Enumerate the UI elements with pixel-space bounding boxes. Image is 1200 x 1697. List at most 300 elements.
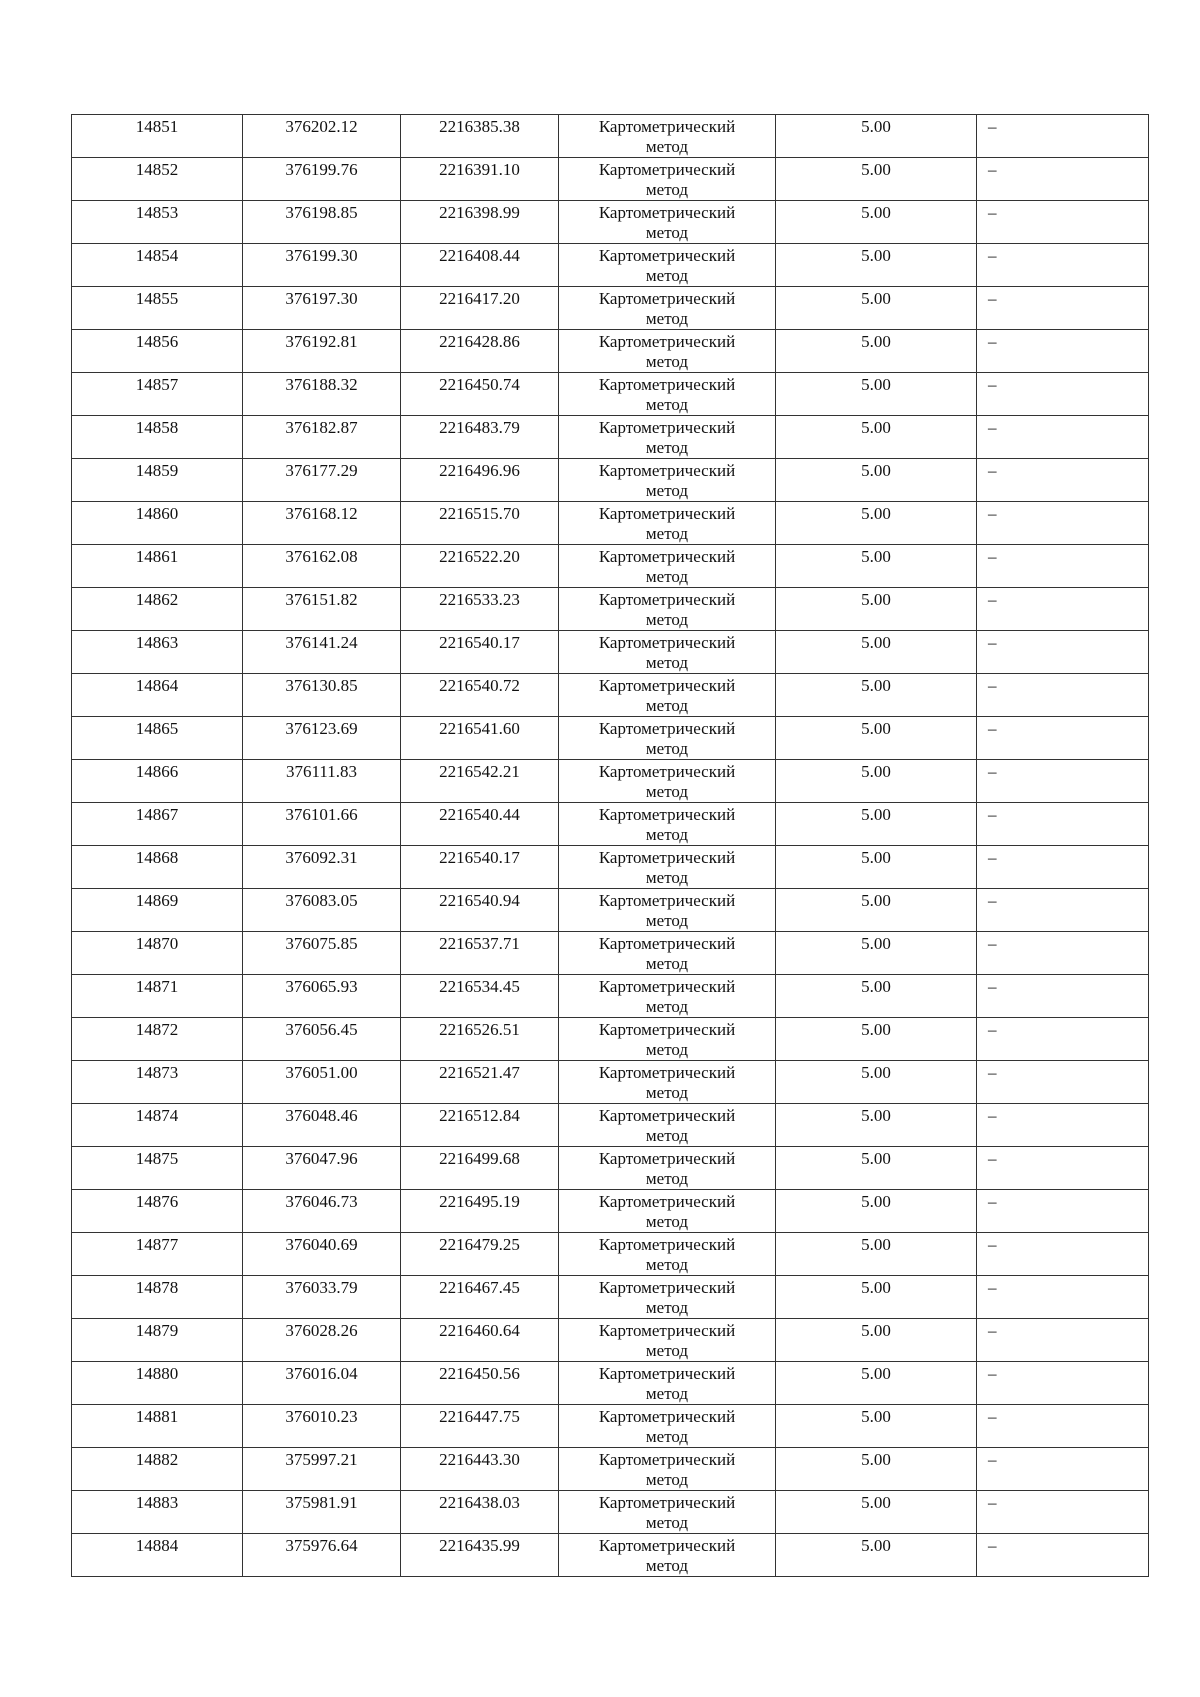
- coordinate-x-cell: 376065.93: [243, 975, 401, 1018]
- note-cell: –: [977, 846, 1149, 889]
- point-number-cell: 14883: [72, 1491, 243, 1534]
- point-number-cell: 14853: [72, 201, 243, 244]
- method-cell: [559, 1233, 776, 1276]
- method-line-1: Картометрический: [598, 762, 736, 781]
- method-line-1: Картометрический: [598, 375, 736, 394]
- method-line-2: метод: [645, 223, 689, 242]
- method-line-2: метод: [645, 137, 689, 156]
- method-cell: [559, 287, 776, 330]
- precision-cell: 5.00: [776, 1104, 977, 1147]
- method-line-2: метод: [645, 1126, 689, 1145]
- point-number-cell: 14870: [72, 932, 243, 975]
- note-cell: –: [977, 287, 1149, 330]
- coordinate-x-cell: 376197.30: [243, 287, 401, 330]
- method-cell: [559, 545, 776, 588]
- point-number-cell: 14857: [72, 373, 243, 416]
- point-number-cell: 14878: [72, 1276, 243, 1319]
- table-row: [72, 244, 1149, 287]
- method-line-2: метод: [645, 180, 689, 199]
- method-line-1: Картометрический: [598, 1020, 736, 1039]
- precision-cell: 5.00: [776, 1061, 977, 1104]
- coordinate-x-cell: 376075.85: [243, 932, 401, 975]
- table-row: [72, 975, 1149, 1018]
- coordinate-y-cell: 2216467.45: [401, 1276, 559, 1319]
- precision-cell: 5.00: [776, 1233, 977, 1276]
- method-line-1: Картометрический: [598, 1407, 736, 1426]
- point-number-cell: 14881: [72, 1405, 243, 1448]
- coordinate-x-cell: 376202.12: [243, 115, 401, 158]
- coordinate-x-cell: 376040.69: [243, 1233, 401, 1276]
- note-cell: –: [977, 502, 1149, 545]
- coordinate-y-cell: 2216495.19: [401, 1190, 559, 1233]
- note-cell: –: [977, 1534, 1149, 1577]
- coordinate-y-cell: 2216496.96: [401, 459, 559, 502]
- method-cell: [559, 1405, 776, 1448]
- method-cell: [559, 502, 776, 545]
- precision-cell: 5.00: [776, 1448, 977, 1491]
- method-line-1: Картометрический: [598, 1063, 736, 1082]
- coordinates-table-body: [72, 115, 1149, 1577]
- method-line-1: Картометрический: [598, 160, 736, 179]
- method-line-1: Картометрический: [598, 891, 736, 910]
- table-row: [72, 158, 1149, 201]
- method-cell: [559, 846, 776, 889]
- method-line-1: Картометрический: [598, 977, 736, 996]
- point-number-cell: 14856: [72, 330, 243, 373]
- precision-cell: 5.00: [776, 1147, 977, 1190]
- point-number-cell: 14872: [72, 1018, 243, 1061]
- method-line-2: метод: [645, 954, 689, 973]
- table-row: [72, 932, 1149, 975]
- method-cell: [559, 588, 776, 631]
- table-row: [72, 889, 1149, 932]
- coordinate-y-cell: 2216499.68: [401, 1147, 559, 1190]
- point-number-cell: 14851: [72, 115, 243, 158]
- coordinate-x-cell: 376016.04: [243, 1362, 401, 1405]
- method-line-2: метод: [645, 266, 689, 285]
- coordinate-x-cell: 376047.96: [243, 1147, 401, 1190]
- precision-cell: 5.00: [776, 1491, 977, 1534]
- table-row: [72, 1319, 1149, 1362]
- method-cell: [559, 1491, 776, 1534]
- precision-cell: 5.00: [776, 287, 977, 330]
- method-line-2: метод: [645, 352, 689, 371]
- table-row: [72, 373, 1149, 416]
- point-number-cell: 14859: [72, 459, 243, 502]
- precision-cell: 5.00: [776, 631, 977, 674]
- precision-cell: 5.00: [776, 889, 977, 932]
- coordinate-x-cell: 376192.81: [243, 330, 401, 373]
- coordinate-x-cell: 376111.83: [243, 760, 401, 803]
- method-line-2: метод: [645, 524, 689, 543]
- method-cell: [559, 760, 776, 803]
- method-line-1: Картометрический: [598, 1192, 736, 1211]
- coordinate-y-cell: 2216521.47: [401, 1061, 559, 1104]
- method-cell: [559, 1448, 776, 1491]
- precision-cell: 5.00: [776, 416, 977, 459]
- coordinate-y-cell: 2216483.79: [401, 416, 559, 459]
- method-line-2: метод: [645, 1169, 689, 1188]
- point-number-cell: 14865: [72, 717, 243, 760]
- method-cell: [559, 803, 776, 846]
- coordinate-x-cell: 375976.64: [243, 1534, 401, 1577]
- table-row: [72, 1190, 1149, 1233]
- table-row: [72, 674, 1149, 717]
- coordinate-x-cell: 376199.76: [243, 158, 401, 201]
- method-line-1: Картометрический: [598, 246, 736, 265]
- method-line-2: метод: [645, 1384, 689, 1403]
- table-row: [72, 330, 1149, 373]
- precision-cell: 5.00: [776, 975, 977, 1018]
- table-row: [72, 1233, 1149, 1276]
- coordinate-x-cell: 376177.29: [243, 459, 401, 502]
- method-line-1: Картометрический: [598, 418, 736, 437]
- method-line-2: метод: [645, 1083, 689, 1102]
- method-line-1: Картометрический: [598, 1235, 736, 1254]
- table-row: [72, 502, 1149, 545]
- table-row: [72, 115, 1149, 158]
- coordinate-y-cell: 2216540.94: [401, 889, 559, 932]
- coordinate-y-cell: 2216540.44: [401, 803, 559, 846]
- coordinate-y-cell: 2216515.70: [401, 502, 559, 545]
- coordinate-y-cell: 2216428.86: [401, 330, 559, 373]
- precision-cell: 5.00: [776, 545, 977, 588]
- coordinate-y-cell: 2216512.84: [401, 1104, 559, 1147]
- table-row: [72, 717, 1149, 760]
- point-number-cell: 14867: [72, 803, 243, 846]
- note-cell: –: [977, 244, 1149, 287]
- note-cell: –: [977, 760, 1149, 803]
- note-cell: –: [977, 588, 1149, 631]
- method-line-2: метод: [645, 782, 689, 801]
- note-cell: –: [977, 932, 1149, 975]
- method-line-1: Картометрический: [598, 676, 736, 695]
- coordinate-x-cell: 376198.85: [243, 201, 401, 244]
- point-number-cell: 14884: [72, 1534, 243, 1577]
- point-number-cell: 14874: [72, 1104, 243, 1147]
- note-cell: –: [977, 1362, 1149, 1405]
- coordinate-x-cell: 376182.87: [243, 416, 401, 459]
- method-cell: [559, 932, 776, 975]
- method-line-2: метод: [645, 1255, 689, 1274]
- point-number-cell: 14864: [72, 674, 243, 717]
- method-cell: [559, 717, 776, 760]
- method-line-2: метод: [645, 438, 689, 457]
- point-number-cell: 14869: [72, 889, 243, 932]
- method-cell: [559, 1276, 776, 1319]
- point-number-cell: 14855: [72, 287, 243, 330]
- coordinate-y-cell: 2216540.17: [401, 631, 559, 674]
- precision-cell: 5.00: [776, 502, 977, 545]
- method-cell: [559, 1534, 776, 1577]
- method-cell: [559, 889, 776, 932]
- method-cell: [559, 201, 776, 244]
- method-line-1: Картометрический: [598, 504, 736, 523]
- method-cell: [559, 330, 776, 373]
- note-cell: –: [977, 1190, 1149, 1233]
- table-row: [72, 201, 1149, 244]
- note-cell: –: [977, 1405, 1149, 1448]
- method-cell: [559, 1319, 776, 1362]
- precision-cell: 5.00: [776, 459, 977, 502]
- method-line-2: метод: [645, 1427, 689, 1446]
- coordinate-x-cell: 376199.30: [243, 244, 401, 287]
- point-number-cell: 14882: [72, 1448, 243, 1491]
- method-line-1: Картометрический: [598, 1364, 736, 1383]
- note-cell: –: [977, 416, 1149, 459]
- note-cell: –: [977, 1319, 1149, 1362]
- coordinate-y-cell: 2216537.71: [401, 932, 559, 975]
- note-cell: –: [977, 1061, 1149, 1104]
- coordinate-y-cell: 2216533.23: [401, 588, 559, 631]
- method-line-1: Картометрический: [598, 1536, 736, 1555]
- coordinate-x-cell: 376028.26: [243, 1319, 401, 1362]
- method-cell: [559, 1104, 776, 1147]
- method-line-2: метод: [645, 739, 689, 758]
- note-cell: –: [977, 975, 1149, 1018]
- note-cell: –: [977, 373, 1149, 416]
- method-line-1: Картометрический: [598, 117, 736, 136]
- coordinate-x-cell: 375981.91: [243, 1491, 401, 1534]
- coordinate-x-cell: 376046.73: [243, 1190, 401, 1233]
- coordinate-y-cell: 2216398.99: [401, 201, 559, 244]
- precision-cell: 5.00: [776, 760, 977, 803]
- coordinate-y-cell: 2216542.21: [401, 760, 559, 803]
- method-line-2: метод: [645, 481, 689, 500]
- method-line-1: Картометрический: [598, 332, 736, 351]
- coordinate-y-cell: 2216450.56: [401, 1362, 559, 1405]
- method-cell: [559, 158, 776, 201]
- method-cell: [559, 459, 776, 502]
- precision-cell: 5.00: [776, 244, 977, 287]
- method-cell: [559, 115, 776, 158]
- table-row: [72, 1061, 1149, 1104]
- point-number-cell: 14858: [72, 416, 243, 459]
- method-line-2: метод: [645, 567, 689, 586]
- method-line-1: Картометрический: [598, 1106, 736, 1125]
- note-cell: –: [977, 1491, 1149, 1534]
- table-row: [72, 287, 1149, 330]
- note-cell: –: [977, 717, 1149, 760]
- coordinate-x-cell: 376083.05: [243, 889, 401, 932]
- coordinate-x-cell: 376033.79: [243, 1276, 401, 1319]
- precision-cell: 5.00: [776, 1190, 977, 1233]
- method-cell: [559, 1190, 776, 1233]
- precision-cell: 5.00: [776, 846, 977, 889]
- precision-cell: 5.00: [776, 158, 977, 201]
- method-line-1: Картометрический: [598, 848, 736, 867]
- precision-cell: 5.00: [776, 1018, 977, 1061]
- table-row: [72, 760, 1149, 803]
- method-line-2: метод: [645, 825, 689, 844]
- method-line-2: метод: [645, 868, 689, 887]
- precision-cell: 5.00: [776, 1534, 977, 1577]
- table-row: [72, 545, 1149, 588]
- point-number-cell: 14860: [72, 502, 243, 545]
- method-line-1: Картометрический: [598, 805, 736, 824]
- method-line-1: Картометрический: [598, 633, 736, 652]
- method-line-1: Картометрический: [598, 547, 736, 566]
- precision-cell: 5.00: [776, 1405, 977, 1448]
- method-line-1: Картометрический: [598, 590, 736, 609]
- coordinate-y-cell: 2216540.17: [401, 846, 559, 889]
- table-row: [72, 1405, 1149, 1448]
- method-line-2: метод: [645, 1212, 689, 1231]
- method-line-2: метод: [645, 696, 689, 715]
- method-line-1: Картометрический: [598, 1321, 736, 1340]
- method-cell: [559, 416, 776, 459]
- coordinate-x-cell: 376010.23: [243, 1405, 401, 1448]
- method-line-1: Картометрический: [598, 719, 736, 738]
- note-cell: –: [977, 545, 1149, 588]
- table-row: [72, 846, 1149, 889]
- method-line-2: метод: [645, 1556, 689, 1575]
- method-cell: [559, 674, 776, 717]
- coordinate-y-cell: 2216408.44: [401, 244, 559, 287]
- coordinate-y-cell: 2216460.64: [401, 1319, 559, 1362]
- coordinate-x-cell: 376092.31: [243, 846, 401, 889]
- coordinate-x-cell: 376168.12: [243, 502, 401, 545]
- method-cell: [559, 975, 776, 1018]
- point-number-cell: 14873: [72, 1061, 243, 1104]
- table-row: [72, 803, 1149, 846]
- precision-cell: 5.00: [776, 330, 977, 373]
- point-number-cell: 14880: [72, 1362, 243, 1405]
- coordinate-x-cell: 376130.85: [243, 674, 401, 717]
- note-cell: –: [977, 1233, 1149, 1276]
- coordinate-x-cell: 376123.69: [243, 717, 401, 760]
- point-number-cell: 14879: [72, 1319, 243, 1362]
- note-cell: –: [977, 1147, 1149, 1190]
- coordinate-y-cell: 2216540.72: [401, 674, 559, 717]
- method-cell: [559, 1362, 776, 1405]
- precision-cell: 5.00: [776, 588, 977, 631]
- coordinate-y-cell: 2216447.75: [401, 1405, 559, 1448]
- table-row: [72, 1362, 1149, 1405]
- point-number-cell: 14871: [72, 975, 243, 1018]
- coordinate-x-cell: 376188.32: [243, 373, 401, 416]
- note-cell: –: [977, 1448, 1149, 1491]
- note-cell: –: [977, 115, 1149, 158]
- coordinate-x-cell: 376101.66: [243, 803, 401, 846]
- method-line-1: Картометрический: [598, 1493, 736, 1512]
- precision-cell: 5.00: [776, 674, 977, 717]
- precision-cell: 5.00: [776, 803, 977, 846]
- method-line-2: метод: [645, 1341, 689, 1360]
- point-number-cell: 14875: [72, 1147, 243, 1190]
- precision-cell: 5.00: [776, 201, 977, 244]
- precision-cell: 5.00: [776, 932, 977, 975]
- note-cell: –: [977, 330, 1149, 373]
- precision-cell: 5.00: [776, 717, 977, 760]
- coordinate-x-cell: 376162.08: [243, 545, 401, 588]
- table-row: [72, 1276, 1149, 1319]
- point-number-cell: 14854: [72, 244, 243, 287]
- point-number-cell: 14876: [72, 1190, 243, 1233]
- coordinate-y-cell: 2216526.51: [401, 1018, 559, 1061]
- precision-cell: 5.00: [776, 1319, 977, 1362]
- coordinate-y-cell: 2216438.03: [401, 1491, 559, 1534]
- note-cell: –: [977, 201, 1149, 244]
- point-number-cell: 14877: [72, 1233, 243, 1276]
- method-line-2: метод: [645, 1298, 689, 1317]
- note-cell: –: [977, 1104, 1149, 1147]
- coordinate-y-cell: 2216443.30: [401, 1448, 559, 1491]
- table-row: [72, 1104, 1149, 1147]
- coordinate-y-cell: 2216534.45: [401, 975, 559, 1018]
- precision-cell: 5.00: [776, 115, 977, 158]
- method-line-2: метод: [645, 997, 689, 1016]
- note-cell: –: [977, 631, 1149, 674]
- coordinate-y-cell: 2216385.38: [401, 115, 559, 158]
- table-row: [72, 1018, 1149, 1061]
- note-cell: –: [977, 1018, 1149, 1061]
- table-row: [72, 1448, 1149, 1491]
- point-number-cell: 14862: [72, 588, 243, 631]
- note-cell: –: [977, 1276, 1149, 1319]
- method-line-1: Картометрический: [598, 934, 736, 953]
- coordinate-x-cell: 375997.21: [243, 1448, 401, 1491]
- coordinate-y-cell: 2216479.25: [401, 1233, 559, 1276]
- coordinate-y-cell: 2216450.74: [401, 373, 559, 416]
- point-number-cell: 14852: [72, 158, 243, 201]
- note-cell: –: [977, 674, 1149, 717]
- note-cell: –: [977, 459, 1149, 502]
- note-cell: –: [977, 889, 1149, 932]
- method-line-1: Картометрический: [598, 1450, 736, 1469]
- coordinate-y-cell: 2216391.10: [401, 158, 559, 201]
- coordinates-table: [71, 114, 1149, 1577]
- method-cell: [559, 1018, 776, 1061]
- method-cell: [559, 631, 776, 674]
- note-cell: –: [977, 803, 1149, 846]
- method-line-2: метод: [645, 610, 689, 629]
- table-row: [72, 1147, 1149, 1190]
- precision-cell: 5.00: [776, 1362, 977, 1405]
- coordinate-x-cell: 376056.45: [243, 1018, 401, 1061]
- method-line-1: Картометрический: [598, 289, 736, 308]
- coordinate-y-cell: 2216541.60: [401, 717, 559, 760]
- method-line-2: метод: [645, 1040, 689, 1059]
- coordinate-x-cell: 376141.24: [243, 631, 401, 674]
- method-cell: [559, 1147, 776, 1190]
- table-row: [72, 459, 1149, 502]
- method-line-2: метод: [645, 309, 689, 328]
- method-line-2: метод: [645, 653, 689, 672]
- coordinate-x-cell: 376051.00: [243, 1061, 401, 1104]
- method-cell: [559, 1061, 776, 1104]
- table-row: [72, 631, 1149, 674]
- note-cell: –: [977, 158, 1149, 201]
- coordinate-y-cell: 2216435.99: [401, 1534, 559, 1577]
- coordinate-x-cell: 376048.46: [243, 1104, 401, 1147]
- method-line-1: Картометрический: [598, 203, 736, 222]
- method-line-2: метод: [645, 395, 689, 414]
- table-row: [72, 588, 1149, 631]
- table-row: [72, 416, 1149, 459]
- precision-cell: 5.00: [776, 1276, 977, 1319]
- method-line-2: метод: [645, 911, 689, 930]
- method-line-1: Картометрический: [598, 1278, 736, 1297]
- point-number-cell: 14868: [72, 846, 243, 889]
- method-line-2: метод: [645, 1513, 689, 1532]
- coordinate-x-cell: 376151.82: [243, 588, 401, 631]
- method-line-1: Картометрический: [598, 461, 736, 480]
- table-row: [72, 1491, 1149, 1534]
- method-cell: [559, 244, 776, 287]
- method-line-1: Картометрический: [598, 1149, 736, 1168]
- point-number-cell: 14861: [72, 545, 243, 588]
